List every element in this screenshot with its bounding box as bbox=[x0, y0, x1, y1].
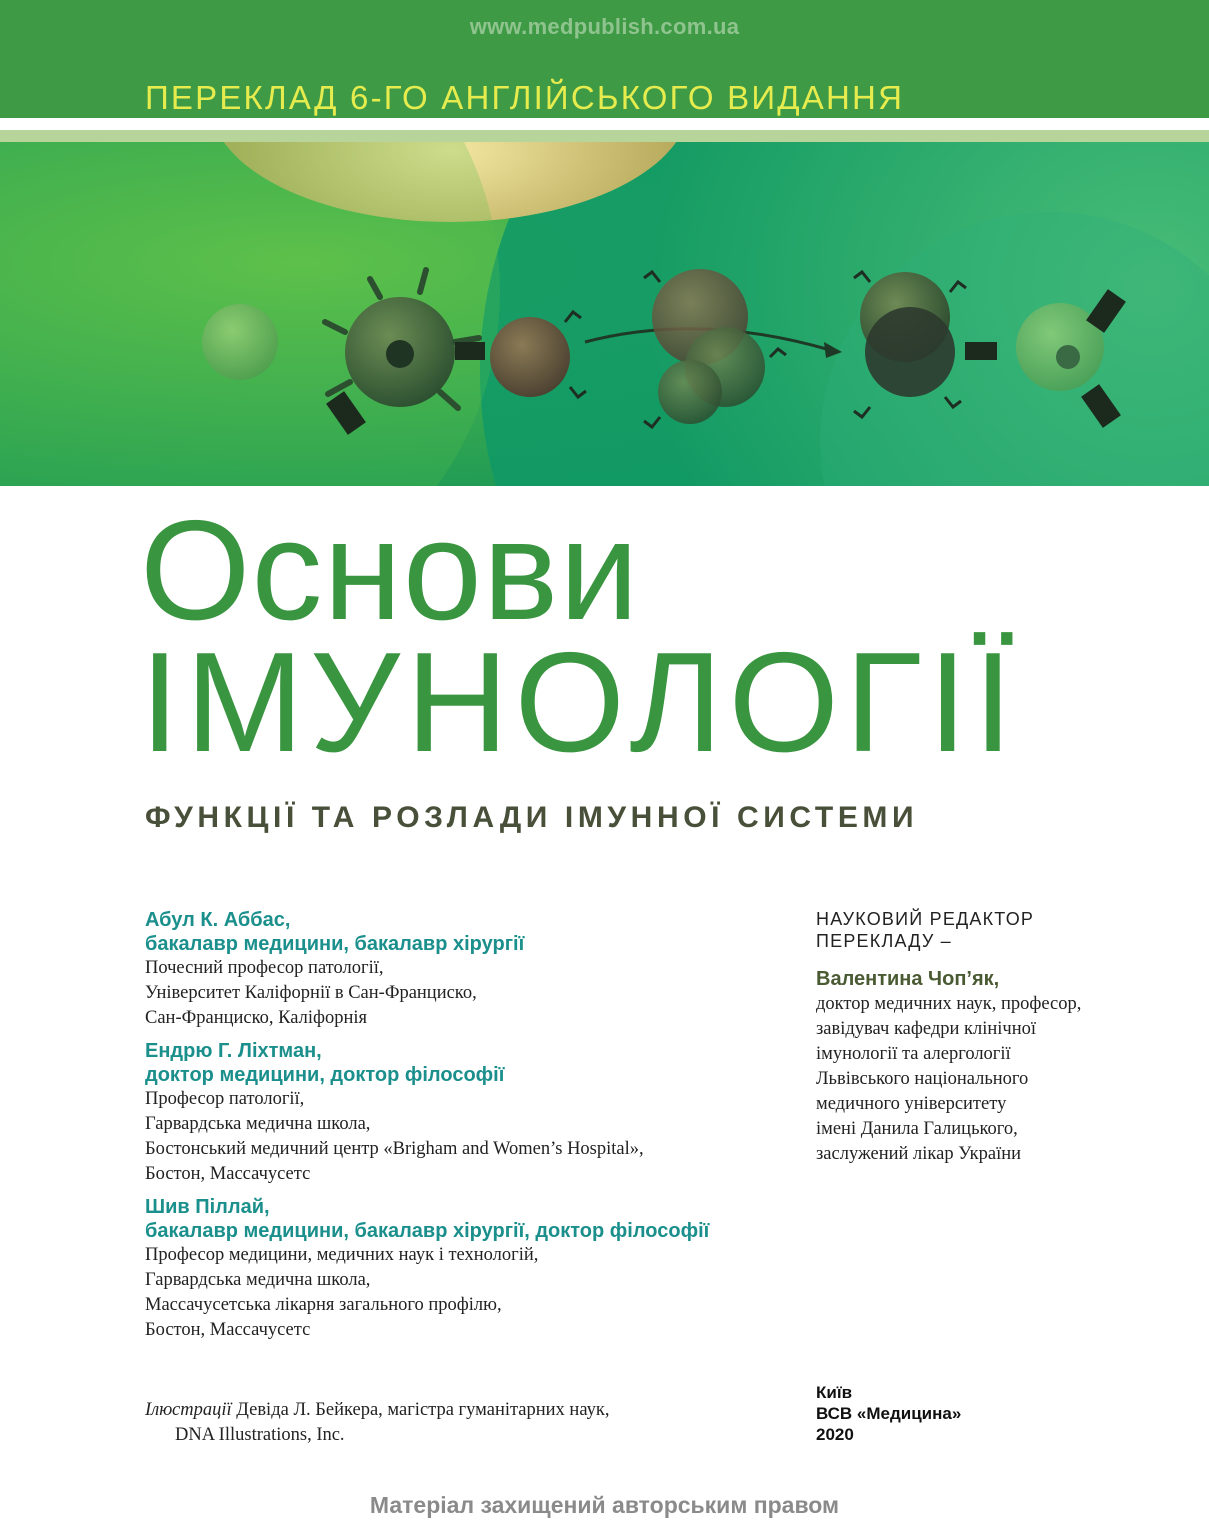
publisher-block bbox=[816, 1382, 961, 1445]
immune-cells-illustration bbox=[0, 142, 1209, 486]
illustrations-credit bbox=[145, 1398, 785, 1448]
editor-credential: імунології та алергології bbox=[816, 1044, 1011, 1064]
author-degree: бакалавр медицини, бакалавр хірургії bbox=[145, 933, 525, 955]
book-title-line2: ІМУНОЛОГІЇ bbox=[140, 623, 1019, 782]
book-subtitle: ФУНКЦІЇ ТА РОЗЛАДИ ІМУННОЇ СИСТЕМИ bbox=[145, 801, 919, 834]
illustrations-text: Девіда Л. Бейкера, магістра гуманітарних наук, bbox=[231, 1400, 610, 1420]
author-name: Ендрю Г. Ліхтман, bbox=[145, 1040, 322, 1062]
author-degree: бакалавр медицини, бакалавр хірургії, доктор філософії bbox=[145, 1220, 710, 1242]
author-affiliation: Бостонський медичний центр «Brigham and Women’s Hospital», bbox=[145, 1139, 644, 1159]
publisher-name: ВСВ «Медицина» bbox=[816, 1404, 962, 1423]
publication-year: 2020 bbox=[816, 1425, 854, 1444]
author-entry bbox=[145, 1039, 785, 1187]
editor-heading-line2: ПЕРЕКЛАДУ – bbox=[816, 931, 952, 951]
author-affiliation: Массачусетська лікарня загального профілю, bbox=[145, 1295, 502, 1315]
author-entry bbox=[145, 1195, 785, 1343]
book-title-line1: Основи bbox=[140, 491, 640, 650]
divider-stripe-white bbox=[0, 118, 1209, 130]
author-affiliation: Університет Каліфорнії в Сан-Франциско, bbox=[145, 983, 477, 1003]
publisher-url[interactable]: www.medpublish.com.ua bbox=[469, 14, 740, 39]
publisher-city: Київ bbox=[816, 1383, 853, 1402]
illustrations-label: Ілюстрації bbox=[145, 1400, 232, 1420]
author-affiliation: Гарвардська медична школа, bbox=[145, 1270, 371, 1290]
author-name: Шив Піллай, bbox=[145, 1196, 270, 1218]
author-name: Абул К. Аббас, bbox=[145, 909, 291, 931]
editor-credential: імені Данила Галицького, bbox=[816, 1119, 1018, 1139]
copyright-notice: Матеріал захищений авторським правом bbox=[369, 1492, 840, 1518]
scientific-editor-block bbox=[816, 908, 1196, 1167]
editor-heading-line1: НАУКОВИЙ РЕДАКТОР bbox=[816, 909, 1035, 929]
divider-stripe-light bbox=[0, 130, 1209, 142]
author-affiliation: Професор медицини, медичних наук і технологій, bbox=[145, 1245, 539, 1265]
author-affiliation: Почесний професор патології, bbox=[145, 958, 384, 978]
editor-credential: заслужений лікар України bbox=[816, 1144, 1022, 1164]
author-affiliation: Сан-Франциско, Каліфорнія bbox=[145, 1008, 368, 1028]
editor-name: Валентина Чоп’як, bbox=[816, 968, 1000, 990]
author-entry bbox=[145, 908, 785, 1031]
author-affiliation: Гарвардська медична школа, bbox=[145, 1114, 371, 1134]
author-affiliation: Бостон, Массачусетс bbox=[145, 1164, 311, 1184]
editor-credential: доктор медичних наук, професор, bbox=[816, 994, 1082, 1014]
editor-credential: медичного університету bbox=[816, 1094, 1007, 1114]
author-degree: доктор медицини, доктор філософії bbox=[145, 1064, 505, 1086]
illustrations-credit-line2: DNA Illustrations, Inc. bbox=[175, 1425, 345, 1445]
cover-illustration bbox=[0, 142, 1209, 486]
author-affiliation: Професор патології, bbox=[145, 1089, 305, 1109]
illustrations-credit-line1 bbox=[145, 1398, 785, 1423]
editor-credential: завідувач кафедри клінічної bbox=[816, 1019, 1037, 1039]
edition-label: ПЕРЕКЛАД 6-ГО АНГЛІЙСЬКОГО ВИДАННЯ bbox=[145, 79, 905, 116]
author-affiliation: Бостон, Массачусетс bbox=[145, 1320, 311, 1340]
editor-credential: Львівського національного bbox=[816, 1069, 1029, 1089]
authors-block bbox=[145, 908, 785, 1351]
